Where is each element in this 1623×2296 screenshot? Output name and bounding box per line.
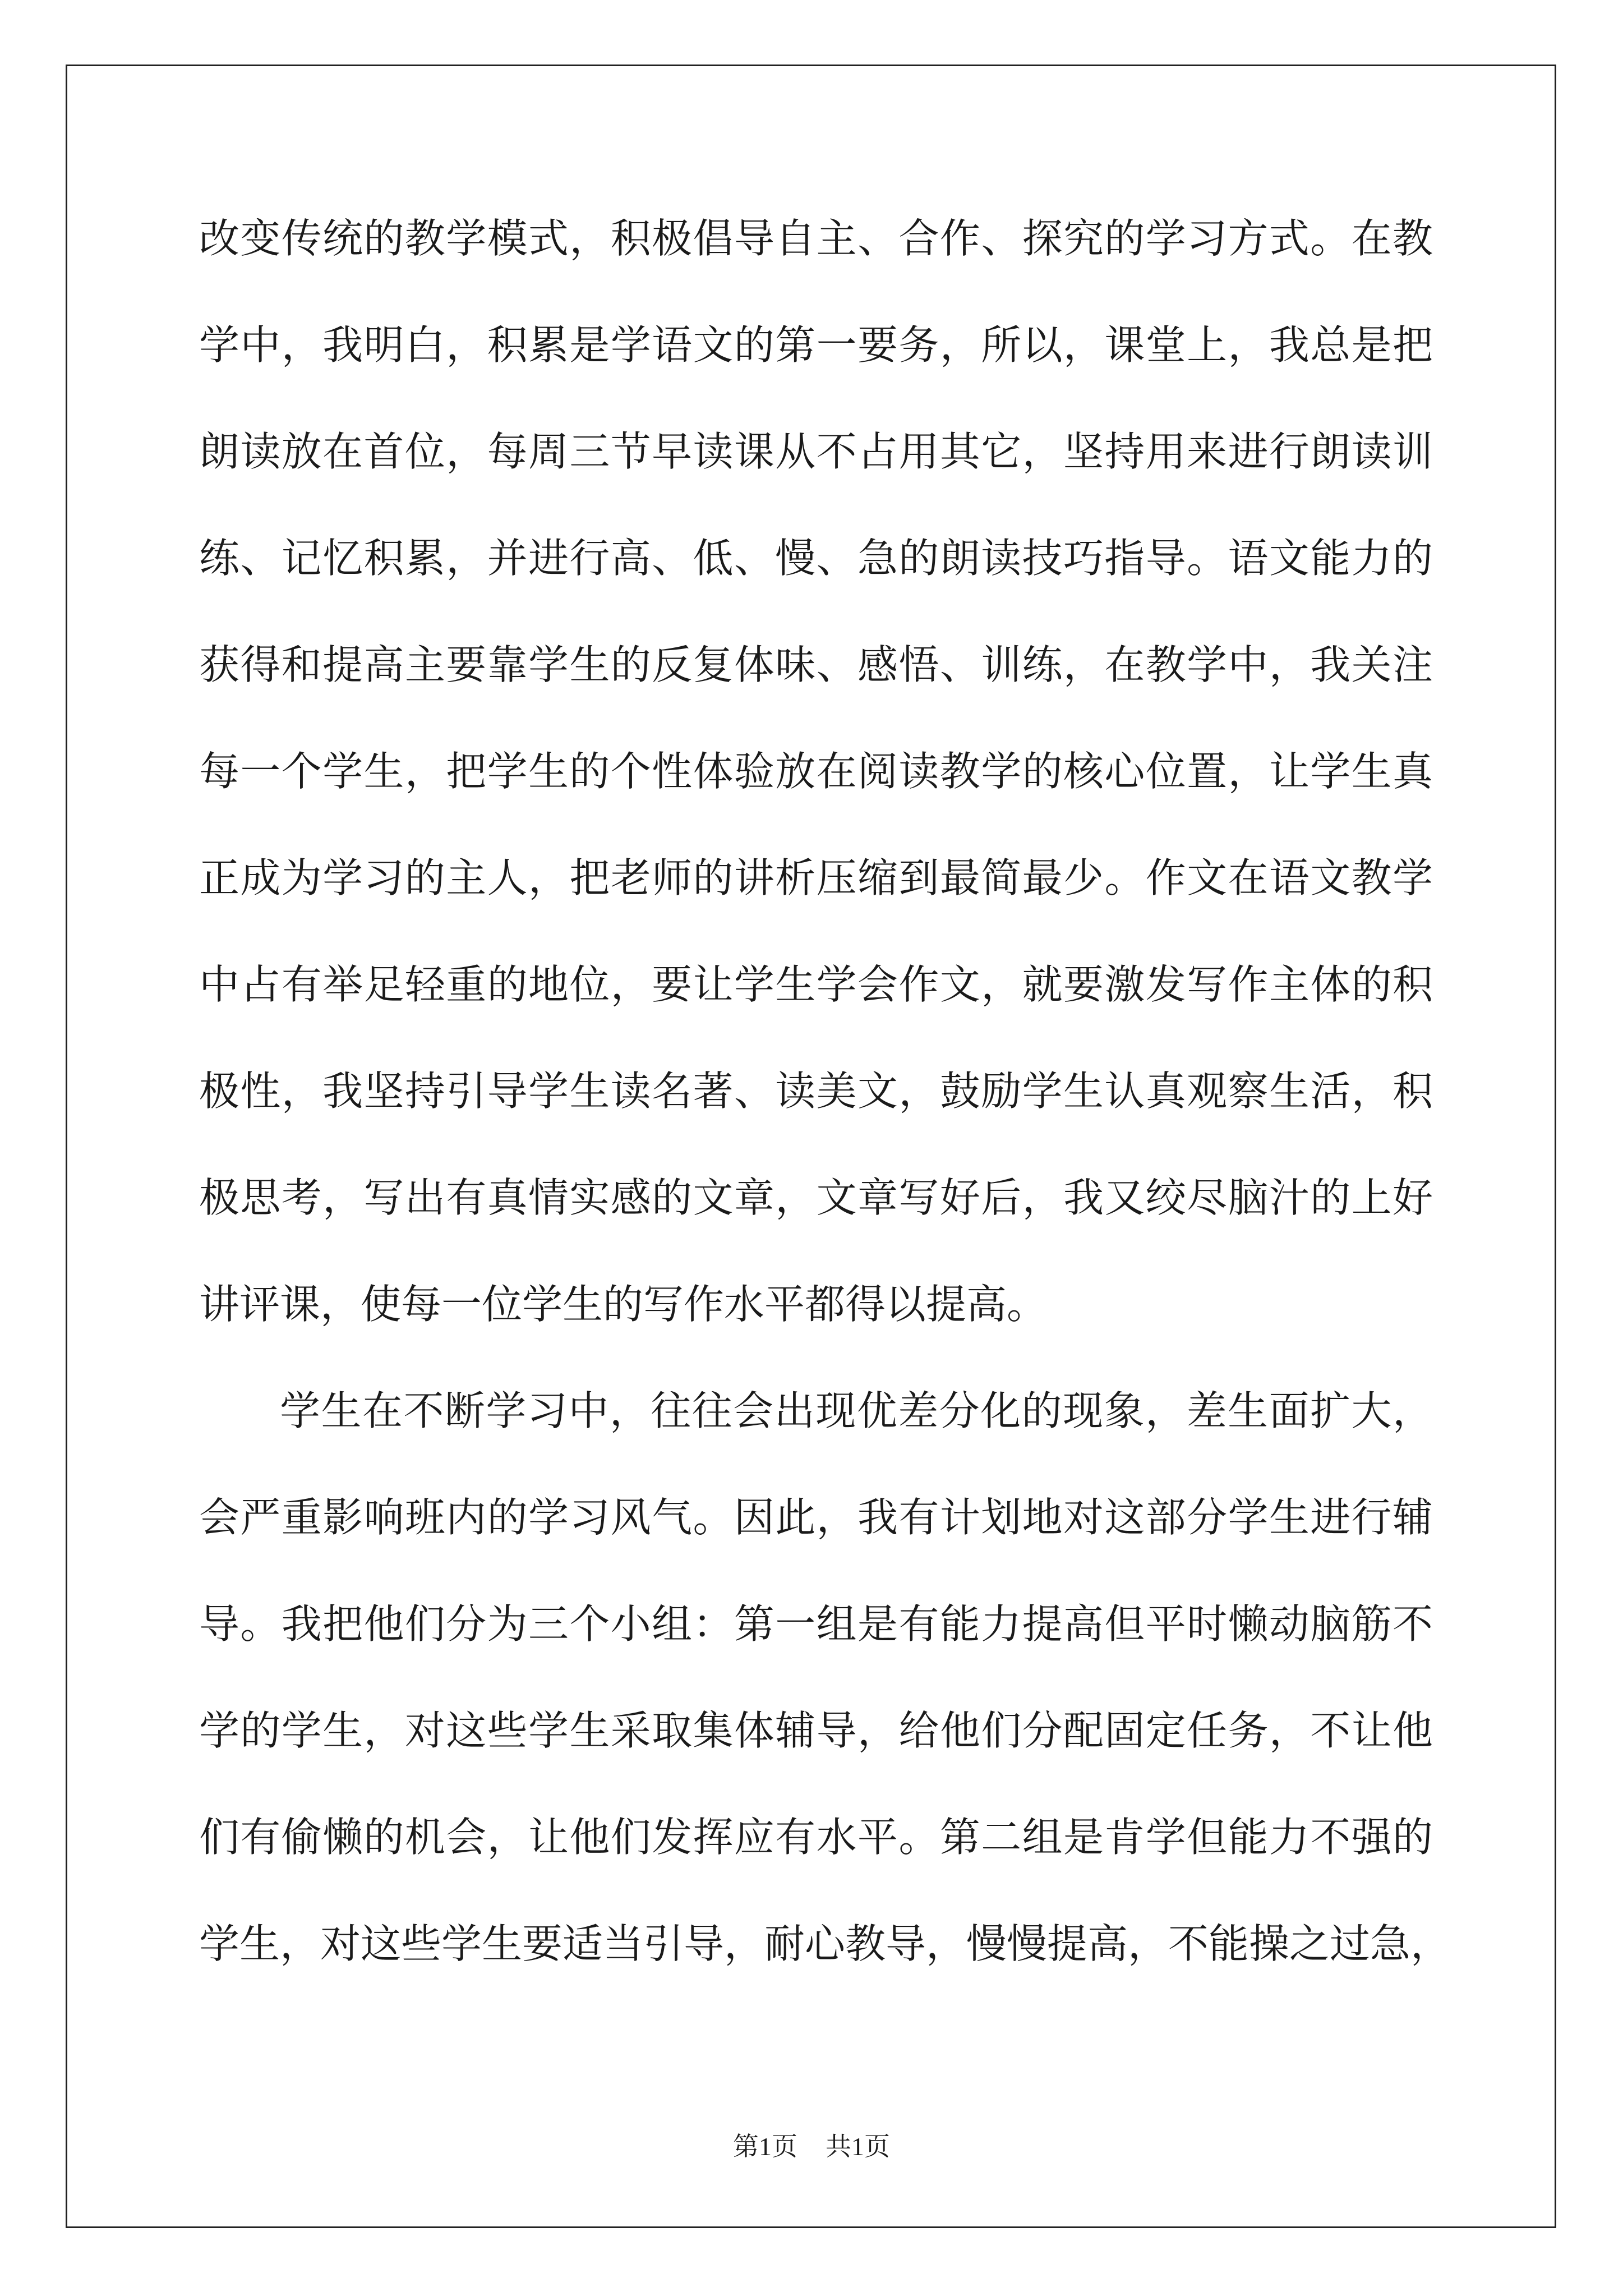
page-number-total: 共1页	[826, 2132, 890, 2161]
text-line: 获得和提高主要靠学生的反复体味、感悟、训练，在教学中，我关注	[199, 641, 1433, 688]
text-line: 每一个学生，把学生的个性体验放在阅读教学的核心位置，让学生真	[199, 748, 1433, 795]
text-line: 正成为学习的主人，把老师的讲析压缩到最简最少。作文在语文教学	[199, 854, 1433, 901]
text-line: 学生在不断学习中，往往会出现优差分化的现象，差生面扩大，	[280, 1387, 1433, 1434]
page-number-current: 第1页	[733, 2132, 797, 2161]
text-line: 改变传统的教学模式，积极倡导自主、合作、探究的学习方式。在教	[199, 215, 1433, 262]
paragraph-1	[199, 210, 1433, 1383]
text-line: 极性，我坚持引导学生读名著、读美文，鼓励学生认真观察生活，积	[199, 1068, 1433, 1115]
text-line: 会严重影响班内的学习风气。因此，我有计划地对这部分学生进行辅	[199, 1494, 1433, 1541]
text-line: 中占有举足轻重的地位，要让学生学会作文，就要激发写作主体的积	[199, 961, 1433, 1008]
paragraph-2	[199, 1383, 1451, 2022]
text-line: 们有偷懒的机会，让他们发挥应有水平。第二组是肯学但能力不强的	[199, 1814, 1433, 1861]
text-line: 朗读放在首位，每周三节早读课从不占用其它，坚持用来进行朗读训	[199, 428, 1433, 475]
text-line: 导。我把他们分为三个小组：第一组是有能力提高但平时懒动脑筋不	[199, 1600, 1433, 1648]
text-line: 学生，对这些学生要适当引导，耐心教导，慢慢提高，不能操之过急，	[199, 1920, 1451, 1967]
text-line: 讲评课，使每一位学生的写作水平都得以提高。	[199, 1281, 1048, 1328]
text-line: 练、记忆积累，并进行高、低、慢、急的朗读技巧指导。语文能力的	[199, 535, 1433, 582]
document-body	[199, 210, 1451, 2022]
text-line: 极思考，写出有真情实感的文章，文章写好后，我又绞尽脑汁的上好	[199, 1174, 1433, 1221]
page-footer	[0, 2126, 1623, 2163]
text-line: 学的学生，对这些学生采取集体辅导，给他们分配固定任务，不让他	[199, 1707, 1433, 1754]
text-line: 学中，我明白，积累是学语文的第一要务，所以，课堂上，我总是把	[199, 321, 1433, 369]
